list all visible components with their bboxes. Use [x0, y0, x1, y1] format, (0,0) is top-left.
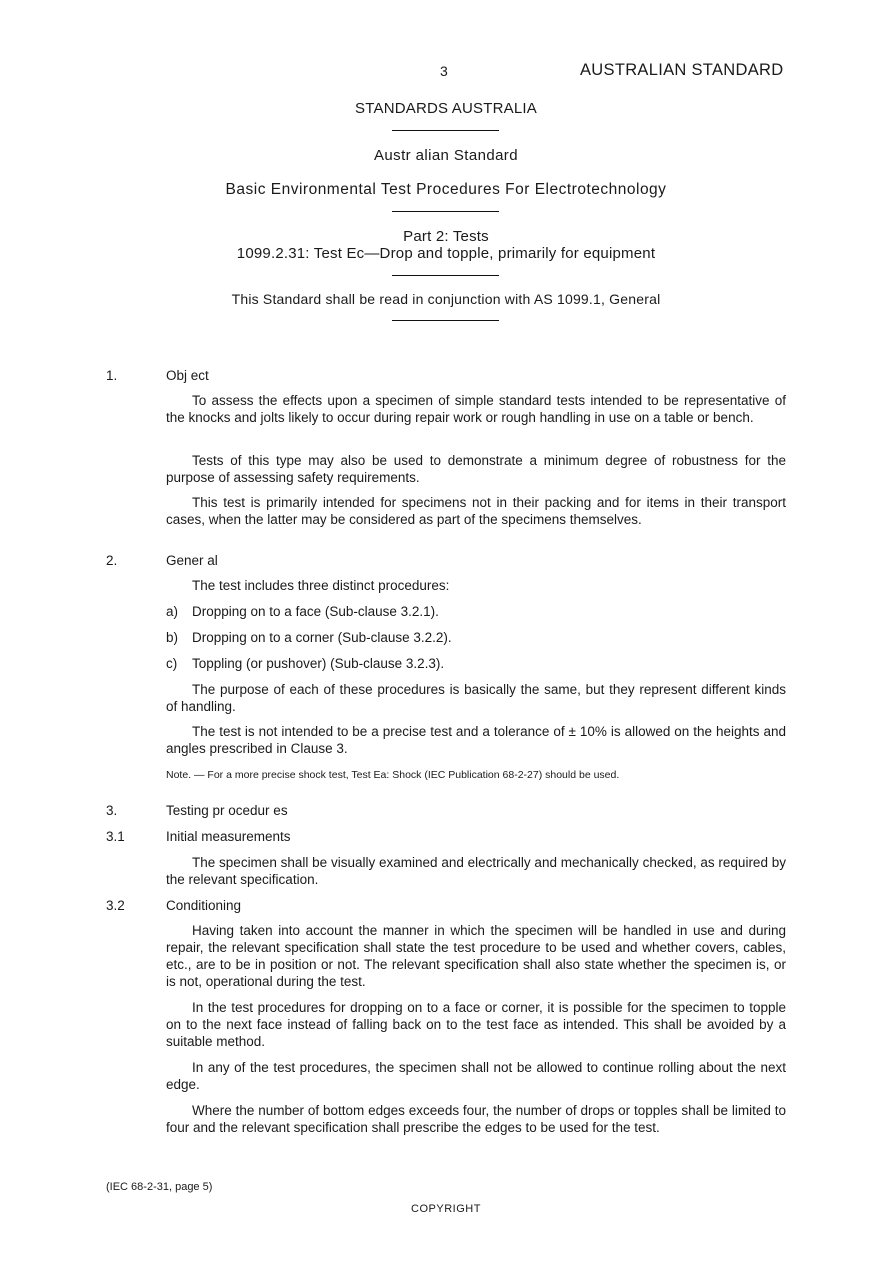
paragraph: The test includes three distinct procedures:: [192, 578, 450, 593]
paragraph: Having taken into account the manner in which the specimen will be handled in use and during repair, the relevant specification shall state the test procedure to be used and whether covers, cables, etc., are to be in position or not. The relevant specification shall also state whether the specimen is, or is not, operational during the test.: [166, 923, 786, 989]
paragraph: Tests of this type may also be used to demonstrate a minimum degree of robustness for the purpose of assessing safety requirements.: [166, 453, 786, 485]
standard-subtitle: 1099.2.31: Test Ec—Drop and topple, primarily for equipment: [236, 245, 656, 262]
list-item: [166, 603, 786, 620]
subsection-number: 3.2: [106, 898, 125, 913]
section-number: 1.: [106, 368, 118, 383]
paragraph: The specimen shall be visually examined and electrically and mechanically checked, as required by the relevant specification.: [166, 855, 786, 887]
paragraph: In any of the test procedures, the specimen shall not be allowed to continue rolling about the next edge.: [166, 1060, 786, 1092]
list-item-label: a): [166, 604, 179, 619]
section-heading: Testing pr ocedur es: [166, 803, 288, 818]
copyright-notice: COPYRIGHT: [411, 1203, 481, 1215]
page-number: 3: [440, 63, 448, 79]
paragraph: Where the number of bottom edges exceeds four, the number of drops or topples shall be limited to four and the relevant specification shall prescribe the edges to be used for the test.: [166, 1103, 786, 1135]
subsection-heading: Conditioning: [166, 898, 242, 913]
list-item: [166, 655, 786, 672]
section-number: 2.: [106, 553, 118, 568]
list-item-text: Toppling (or pushover) (Sub-clause 3.2.3).: [192, 656, 445, 671]
conjunction-note: This Standard shall be read in conjunction with AS 1099.1, General: [231, 291, 661, 307]
paragraph: To assess the effects upon a specimen of simple standard tests intended to be representative of the knocks and jolts likely to occur during repair work or rough handling in use on a table or bench.: [166, 393, 786, 425]
title-divider: [392, 130, 499, 131]
title-divider: [392, 211, 499, 212]
list-item-text: Dropping on to a face (Sub-clause 3.2.1).: [192, 604, 439, 619]
paragraph: The purpose of each of these procedures is basically the same, but they represent different kinds of handling.: [166, 682, 786, 714]
part-title: Part 2: Tests: [403, 228, 489, 245]
paragraph: This test is primarily intended for specimens not in their packing and for items in their transport cases, when the latter may be considered as part of the specimens themselves.: [166, 495, 786, 527]
subsection-number: 3.1: [106, 829, 125, 844]
footer-reference: (IEC 68-2-31, page 5): [106, 1181, 213, 1193]
note: Note. — For a more precise shock test, Test Ea: Shock (IEC Publication 68-2-27) should be used.: [166, 769, 620, 781]
standard-type: Austr alian Standard: [374, 147, 518, 164]
subsection-heading: Initial measurements: [166, 829, 291, 844]
list-item: [166, 629, 786, 646]
standard-title: Basic Environmental Test Procedures For Electrotechnology: [225, 181, 667, 198]
paragraph: In the test procedures for dropping on to a face or corner, it is possible for the specimen to topple on to the next face instead of falling back on to the test face as intended. This shall be avoided by a suitable method.: [166, 1000, 786, 1049]
paragraph: The test is not intended to be a precise test and a tolerance of ± 10% is allowed on the heights and angles prescribed in Clause 3.: [166, 724, 786, 756]
list-item-text: Dropping on to a corner (Sub-clause 3.2.2).: [192, 630, 452, 645]
title-divider: [392, 320, 499, 321]
list-item-label: b): [166, 630, 179, 645]
title-divider: [392, 275, 499, 276]
running-head: AUSTRALIAN STANDARD: [580, 61, 784, 79]
list-item-label: c): [166, 656, 178, 671]
section-heading: Obj ect: [166, 368, 209, 383]
section-number: 3.: [106, 803, 118, 818]
section-heading: Gener al: [166, 553, 218, 568]
organization-name: STANDARDS AUSTRALIA: [355, 100, 537, 117]
